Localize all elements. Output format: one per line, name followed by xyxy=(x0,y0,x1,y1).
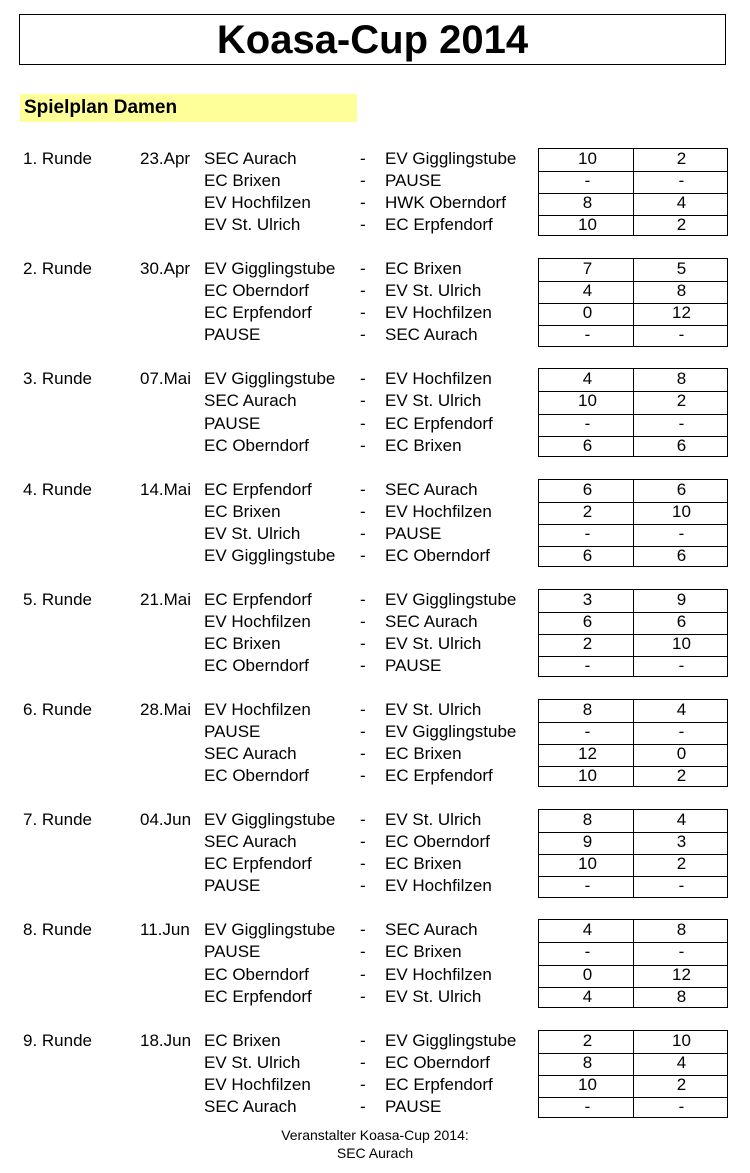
home-score: 9 xyxy=(582,832,593,852)
away-team: EC Oberndorf xyxy=(385,545,490,565)
home-score: 6 xyxy=(582,611,593,631)
separator: - xyxy=(360,281,366,301)
home-team: EC Erpfendorf xyxy=(204,986,312,1006)
home-team: SEC Aurach xyxy=(204,149,297,168)
separator: - xyxy=(360,435,366,455)
home-score: 10 xyxy=(578,1074,597,1094)
away-score: - xyxy=(678,656,685,676)
round-label: 1. Runde xyxy=(23,149,92,168)
home-score: 2 xyxy=(582,1030,593,1050)
match-row xyxy=(0,1074,750,1096)
home-team: EV St. Ulrich xyxy=(204,1052,301,1072)
separator: - xyxy=(360,1052,366,1072)
round-label: 8. Runde xyxy=(23,920,92,940)
away-team: EC Brixen xyxy=(385,854,462,874)
away-score: - xyxy=(678,325,685,345)
match-row xyxy=(0,765,750,787)
away-score: - xyxy=(678,876,685,896)
separator: - xyxy=(360,611,366,631)
away-score: 10 xyxy=(672,633,691,653)
away-team: PAUSE xyxy=(385,656,442,676)
away-score: 8 xyxy=(676,281,687,301)
separator: - xyxy=(360,171,366,191)
away-score: 4 xyxy=(676,193,687,213)
away-team: EC Brixen xyxy=(385,942,462,962)
footer-organizer-label: Veranstalter Koasa-Cup 2014: xyxy=(281,1127,469,1143)
away-team: SEC Aurach xyxy=(385,920,478,940)
away-team: EV Gigglingstube xyxy=(385,149,517,168)
home-score: - xyxy=(584,523,591,543)
home-score: - xyxy=(584,942,591,962)
home-score: 8 xyxy=(582,193,593,213)
round-block xyxy=(0,1030,750,1118)
separator: - xyxy=(360,832,366,852)
separator: - xyxy=(360,986,366,1006)
home-team: EC Brixen xyxy=(204,501,281,521)
match-row xyxy=(0,1096,750,1118)
separator: - xyxy=(360,369,366,389)
round-block xyxy=(0,919,750,1007)
home-team: SEC Aurach xyxy=(204,1096,297,1116)
home-team: EV Hochfilzen xyxy=(204,611,311,631)
home-team: EV Gigglingstube xyxy=(204,810,336,830)
home-team: EV Gigglingstube xyxy=(204,259,336,279)
separator: - xyxy=(360,942,366,962)
home-team: EC Erpfendorf xyxy=(204,479,312,499)
away-score: 4 xyxy=(676,810,687,830)
home-team: PAUSE xyxy=(204,722,261,742)
round-block xyxy=(0,148,750,236)
away-score: - xyxy=(678,413,685,433)
match-row xyxy=(0,258,750,280)
home-score: - xyxy=(584,325,591,345)
home-team: PAUSE xyxy=(204,325,261,345)
away-team: EV St. Ulrich xyxy=(385,986,482,1006)
separator: - xyxy=(360,325,366,345)
match-row xyxy=(0,611,750,633)
away-team: EC Oberndorf xyxy=(385,1052,490,1072)
away-team: EC Erpfendorf xyxy=(385,215,493,235)
match-row xyxy=(0,324,750,346)
match-row xyxy=(0,853,750,875)
away-score: - xyxy=(678,942,685,962)
page-title: Koasa-Cup 2014 xyxy=(19,14,726,65)
match-row xyxy=(0,302,750,324)
home-score: 12 xyxy=(578,744,597,764)
away-team: EV Hochfilzen xyxy=(385,876,492,896)
home-score: 10 xyxy=(578,854,597,874)
footer xyxy=(0,1126,750,1162)
separator: - xyxy=(360,744,366,764)
away-team: SEC Aurach xyxy=(385,611,478,631)
home-score: 8 xyxy=(582,810,593,830)
match-row xyxy=(0,655,750,677)
separator: - xyxy=(360,193,366,213)
match-row xyxy=(0,633,750,655)
home-score: 0 xyxy=(582,303,593,323)
home-score: 6 xyxy=(582,545,593,565)
round-label: 5. Runde xyxy=(23,589,92,609)
separator: - xyxy=(360,1096,366,1116)
away-score: 6 xyxy=(676,435,687,455)
round-block xyxy=(0,589,750,677)
home-team: PAUSE xyxy=(204,942,261,962)
round-date: 14.Mai xyxy=(140,479,192,499)
away-team: EV Hochfilzen xyxy=(385,303,492,323)
home-team: EC Oberndorf xyxy=(204,766,309,786)
away-score: 0 xyxy=(676,744,687,764)
home-team: SEC Aurach xyxy=(204,744,297,764)
away-score: 2 xyxy=(676,149,687,168)
match-row xyxy=(0,964,750,986)
separator: - xyxy=(360,259,366,279)
home-team: PAUSE xyxy=(204,876,261,896)
round-label: 9. Runde xyxy=(23,1030,92,1050)
away-score: 9 xyxy=(676,589,687,609)
home-score: 10 xyxy=(578,766,597,786)
home-team: EC Brixen xyxy=(204,633,281,653)
home-team: EC Brixen xyxy=(204,1030,281,1050)
home-team: EC Oberndorf xyxy=(204,964,309,984)
match-row xyxy=(0,545,750,567)
match-row xyxy=(0,919,750,941)
match-row xyxy=(0,390,750,412)
home-score: 3 xyxy=(582,589,593,609)
home-team: EV Hochfilzen xyxy=(204,700,311,719)
match-row xyxy=(0,479,750,501)
separator: - xyxy=(360,656,366,676)
home-score: 6 xyxy=(582,435,593,455)
away-score: 2 xyxy=(676,766,687,786)
round-block xyxy=(0,258,750,346)
home-score: - xyxy=(584,876,591,896)
match-row xyxy=(0,148,750,170)
separator: - xyxy=(360,722,366,742)
match-row xyxy=(0,501,750,523)
separator: - xyxy=(360,215,366,235)
home-score: 10 xyxy=(578,149,597,168)
match-row xyxy=(0,368,750,390)
home-team: EC Erpfendorf xyxy=(204,589,312,609)
match-row xyxy=(0,831,750,853)
away-team: EC Oberndorf xyxy=(385,832,490,852)
away-team: PAUSE xyxy=(385,171,442,191)
home-score: 10 xyxy=(578,215,597,235)
home-score: 2 xyxy=(582,501,593,521)
away-score: 4 xyxy=(676,1052,687,1072)
home-score: - xyxy=(584,1096,591,1116)
match-row xyxy=(0,192,750,214)
away-score: 12 xyxy=(672,964,691,984)
match-row xyxy=(0,809,750,831)
round-block xyxy=(0,368,750,456)
away-team: PAUSE xyxy=(385,523,442,543)
away-team: EC Erpfendorf xyxy=(385,413,493,433)
separator: - xyxy=(360,545,366,565)
separator: - xyxy=(360,766,366,786)
separator: - xyxy=(360,876,366,896)
home-team: EV Gigglingstube xyxy=(204,369,336,389)
home-score: 4 xyxy=(582,281,593,301)
section-heading: Spielplan Damen xyxy=(20,94,357,122)
round-date: 23.Apr xyxy=(140,149,191,168)
away-team: EV St. Ulrich xyxy=(385,633,482,653)
away-team: EV Hochfilzen xyxy=(385,369,492,389)
away-team: EC Erpfendorf xyxy=(385,766,493,786)
home-score: - xyxy=(584,413,591,433)
separator: - xyxy=(360,523,366,543)
away-team: EV Gigglingstube xyxy=(385,589,517,609)
away-score: - xyxy=(678,523,685,543)
away-score: 12 xyxy=(672,303,691,323)
away-team: HWK Oberndorf xyxy=(385,193,506,213)
separator: - xyxy=(360,700,366,719)
match-row xyxy=(0,1052,750,1074)
away-score: 8 xyxy=(676,920,687,940)
separator: - xyxy=(360,1030,366,1050)
away-score: 10 xyxy=(672,501,691,521)
round-date: 18.Jun xyxy=(140,1030,192,1050)
home-score: 10 xyxy=(578,391,597,411)
home-team: EC Erpfendorf xyxy=(204,854,312,874)
away-score: - xyxy=(678,1096,685,1116)
match-row xyxy=(0,589,750,611)
away-team: SEC Aurach xyxy=(385,325,478,345)
round-label: 7. Runde xyxy=(23,810,92,830)
match-row xyxy=(0,941,750,963)
away-score: 2 xyxy=(676,1074,687,1094)
away-team: EC Brixen xyxy=(385,259,462,279)
away-team: EC Brixen xyxy=(385,435,462,455)
home-score: 8 xyxy=(582,700,593,719)
away-score: 8 xyxy=(676,369,687,389)
away-team: EV St. Ulrich xyxy=(385,810,482,830)
separator: - xyxy=(360,810,366,830)
home-team: PAUSE xyxy=(204,413,261,433)
separator: - xyxy=(360,303,366,323)
home-team: EV Hochfilzen xyxy=(204,1074,311,1094)
separator: - xyxy=(360,589,366,609)
away-score: 3 xyxy=(676,832,687,852)
home-team: EV St. Ulrich xyxy=(204,215,301,235)
away-score: 4 xyxy=(676,700,687,719)
away-score: 6 xyxy=(676,479,687,499)
round-date: 28.Mai xyxy=(140,700,192,719)
home-score: - xyxy=(584,171,591,191)
away-team: EV Hochfilzen xyxy=(385,501,492,521)
footer-organizer-name: SEC Aurach xyxy=(336,1145,414,1161)
separator: - xyxy=(360,854,366,874)
separator: - xyxy=(360,633,366,653)
match-row xyxy=(0,214,750,236)
match-row xyxy=(0,743,750,765)
round-label: 6. Runde xyxy=(23,700,92,719)
home-team: EV Gigglingstube xyxy=(204,545,336,565)
home-score: 8 xyxy=(582,1052,593,1072)
round-date: 30.Apr xyxy=(140,259,191,279)
round-date: 04.Jun xyxy=(140,810,192,830)
home-score: 4 xyxy=(582,369,593,389)
away-team: SEC Aurach xyxy=(385,479,478,499)
separator: - xyxy=(360,413,366,433)
away-score: 6 xyxy=(676,545,687,565)
home-team: EC Oberndorf xyxy=(204,656,309,676)
home-score: 4 xyxy=(582,986,593,1006)
home-team: EC Brixen xyxy=(204,171,281,191)
away-score: 6 xyxy=(676,611,687,631)
home-team: EV Gigglingstube xyxy=(204,920,336,940)
round-date: 07.Mai xyxy=(140,369,192,389)
away-score: - xyxy=(678,722,685,742)
match-row xyxy=(0,986,750,1008)
separator: - xyxy=(360,149,366,168)
away-score: 10 xyxy=(672,1030,691,1050)
separator: - xyxy=(360,920,366,940)
match-row xyxy=(0,721,750,743)
round-date: 21.Mai xyxy=(140,589,192,609)
home-team: SEC Aurach xyxy=(204,832,297,852)
match-row xyxy=(0,523,750,545)
round-label: 3. Runde xyxy=(23,369,92,389)
separator: - xyxy=(360,964,366,984)
match-row xyxy=(0,170,750,192)
away-team: EV St. Ulrich xyxy=(385,391,482,411)
match-row xyxy=(0,1030,750,1052)
home-team: EC Oberndorf xyxy=(204,281,309,301)
away-team: EV Hochfilzen xyxy=(385,964,492,984)
separator: - xyxy=(360,1074,366,1094)
away-team: EV St. Ulrich xyxy=(385,281,482,301)
away-team: EC Brixen xyxy=(385,744,462,764)
away-score: 8 xyxy=(676,986,687,1006)
separator: - xyxy=(360,479,366,499)
away-team: EV St. Ulrich xyxy=(385,700,482,719)
home-team: EC Erpfendorf xyxy=(204,303,312,323)
home-score: 2 xyxy=(582,633,593,653)
away-team: EV Gigglingstube xyxy=(385,722,517,742)
home-team: EV St. Ulrich xyxy=(204,523,301,543)
round-label: 4. Runde xyxy=(23,479,92,499)
away-score: 2 xyxy=(676,215,687,235)
away-team: PAUSE xyxy=(385,1096,442,1116)
match-row xyxy=(0,413,750,435)
home-team: SEC Aurach xyxy=(204,391,297,411)
match-row xyxy=(0,875,750,897)
home-team: EV Hochfilzen xyxy=(204,193,311,213)
match-row xyxy=(0,435,750,457)
match-row xyxy=(0,280,750,302)
home-score: 4 xyxy=(582,920,593,940)
match-row xyxy=(0,699,750,721)
away-team: EC Erpfendorf xyxy=(385,1074,493,1094)
round-label: 2. Runde xyxy=(23,259,92,279)
home-score: 0 xyxy=(582,964,593,984)
home-score: - xyxy=(584,722,591,742)
away-score: 2 xyxy=(676,854,687,874)
round-block xyxy=(0,699,750,787)
away-score: 5 xyxy=(676,259,687,279)
away-score: 2 xyxy=(676,391,687,411)
home-score: 7 xyxy=(582,259,593,279)
home-score: - xyxy=(584,656,591,676)
home-team: EC Oberndorf xyxy=(204,435,309,455)
round-block xyxy=(0,809,750,897)
away-team: EV Gigglingstube xyxy=(385,1030,517,1050)
round-date: 11.Jun xyxy=(140,920,190,940)
home-score: 6 xyxy=(582,479,593,499)
away-score: - xyxy=(678,171,685,191)
separator: - xyxy=(360,501,366,521)
separator: - xyxy=(360,391,366,411)
round-block xyxy=(0,479,750,567)
